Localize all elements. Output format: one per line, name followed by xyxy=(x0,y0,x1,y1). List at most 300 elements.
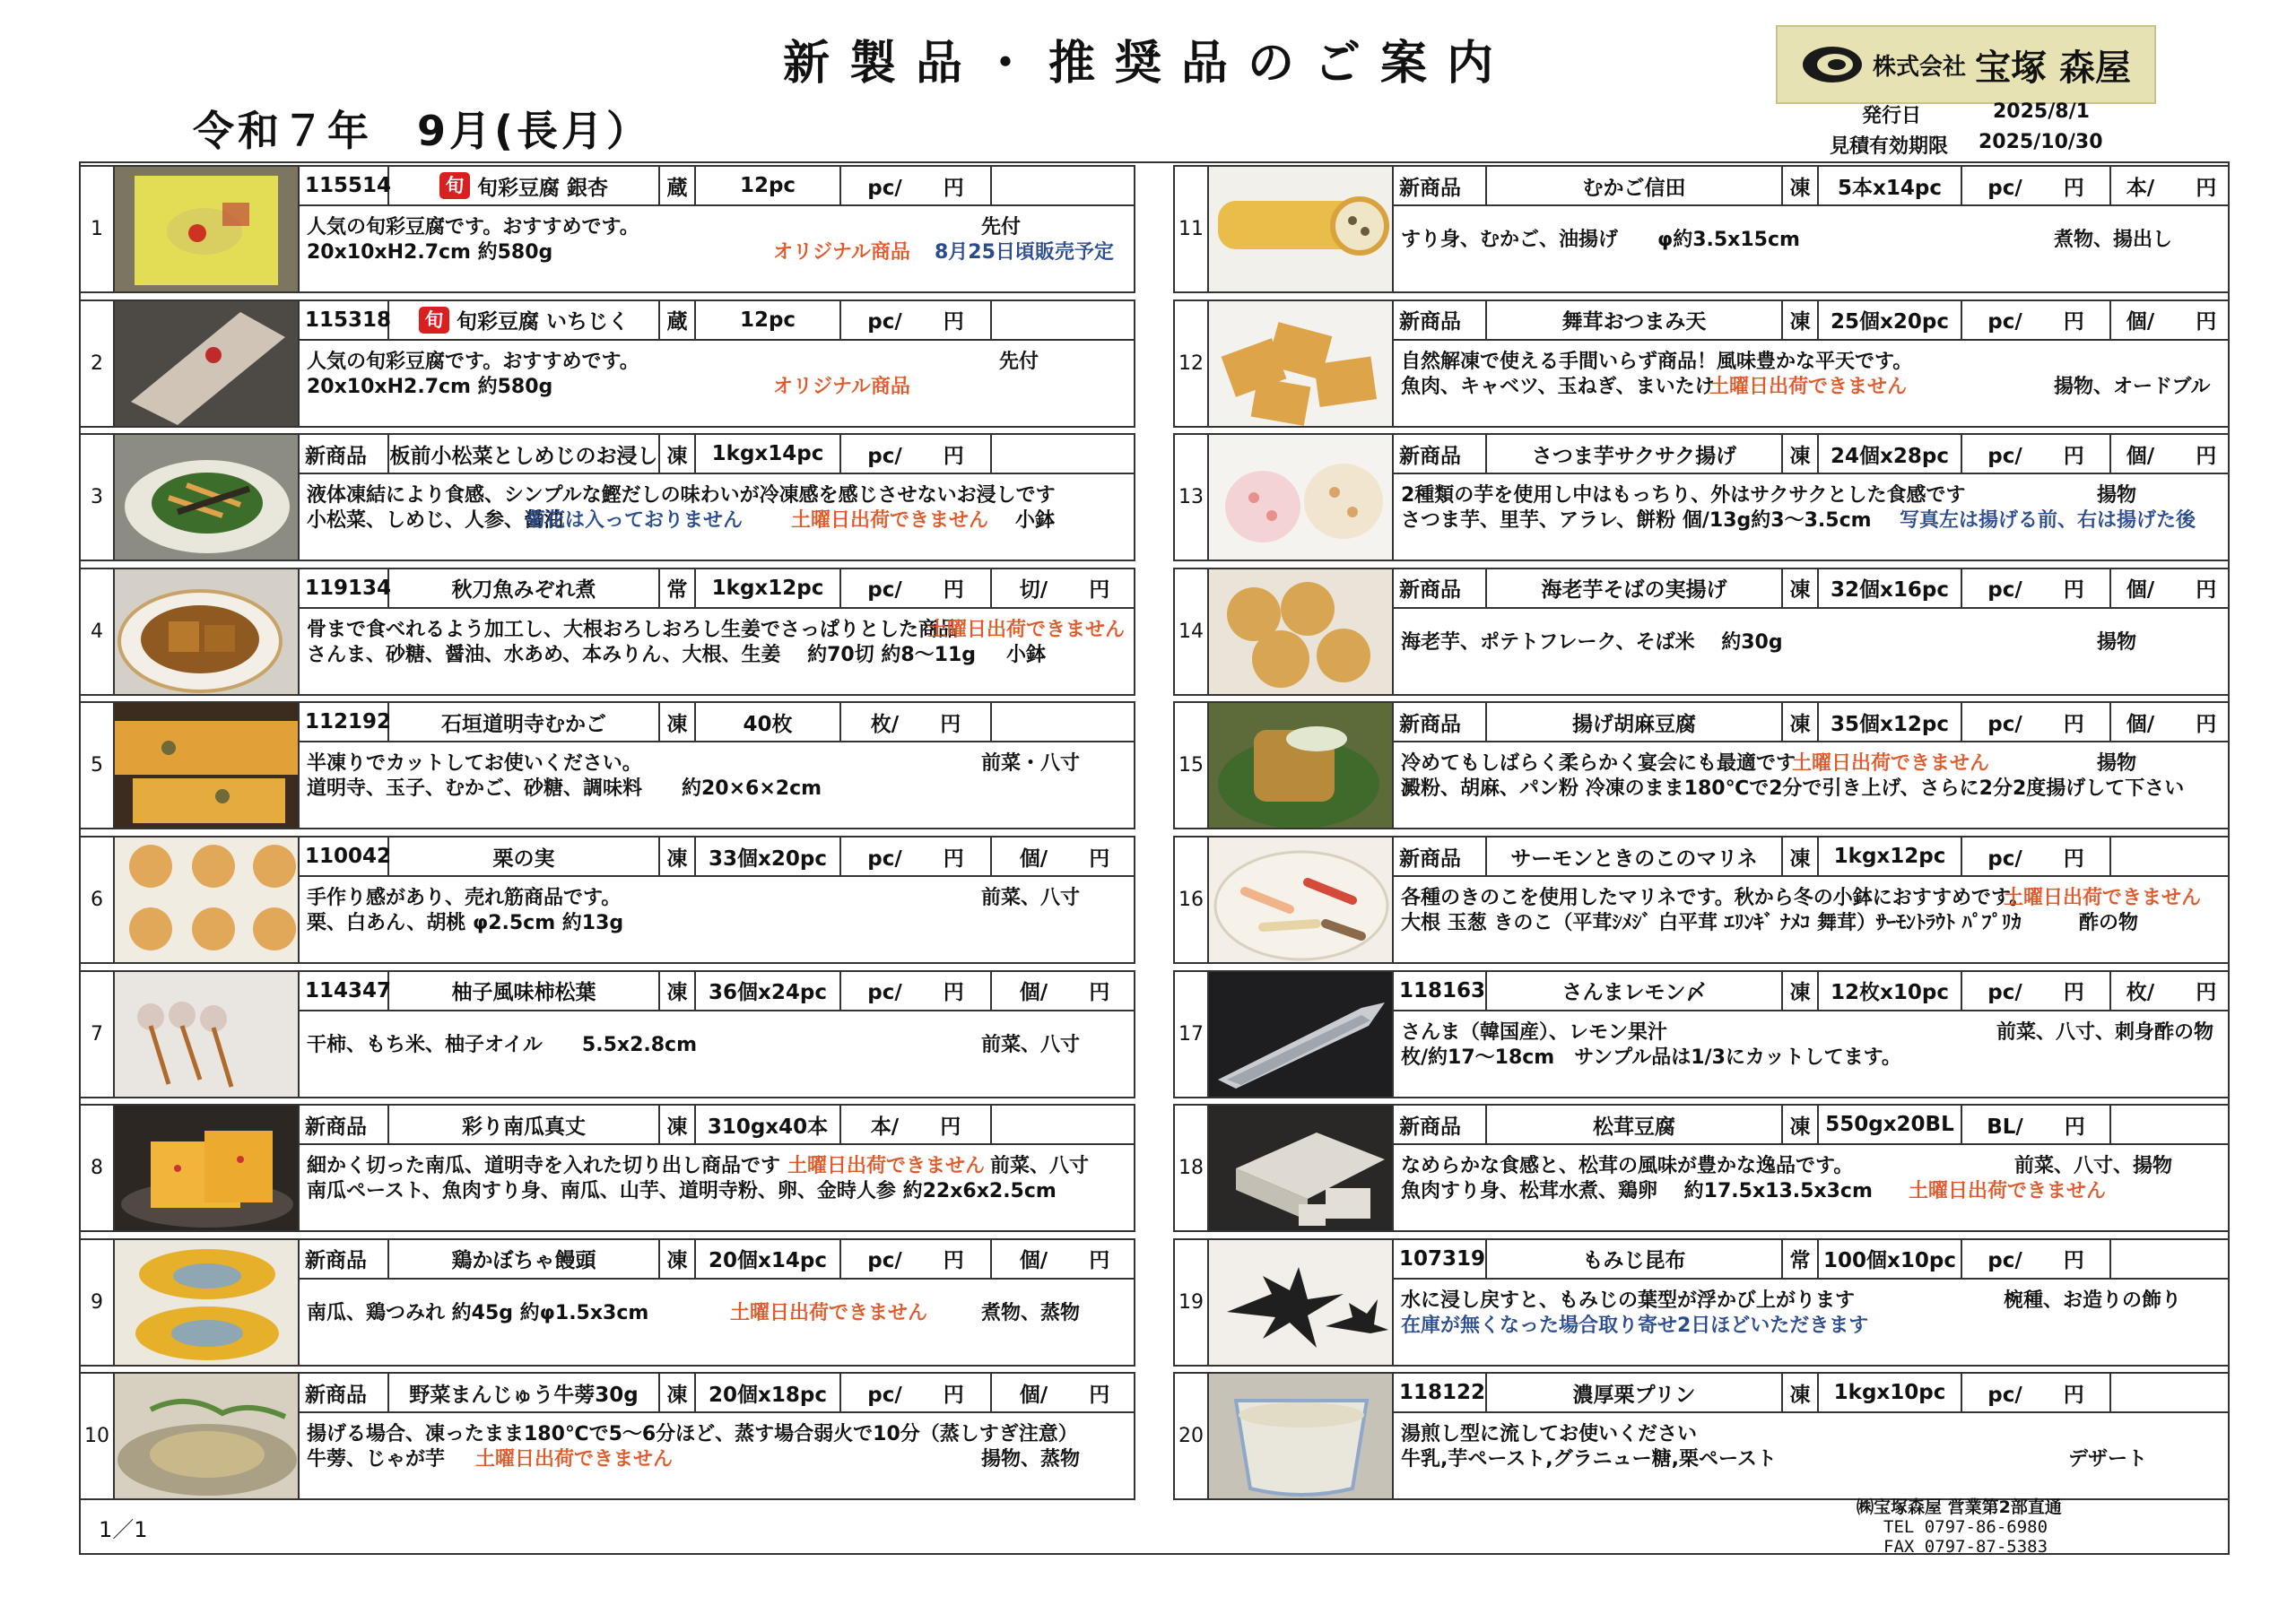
desc-text: 冷めてもしばらく柔らかく宴会にも最適です xyxy=(1401,752,1796,776)
item-code: 新商品 xyxy=(1394,703,1487,741)
company-name: 宝塚 森屋 xyxy=(1975,46,2131,89)
desc-text: 人気の旬彩豆腐です。おすすめです。 xyxy=(307,216,639,239)
item-code: 119134 xyxy=(300,569,389,607)
item-qty: 33個x20pc xyxy=(696,838,841,875)
product-row-2 xyxy=(79,299,1135,428)
item-number: 18 xyxy=(1175,1106,1209,1230)
desc-text: 牛乳,芋ペースト,グラニュー糖,栗ペースト xyxy=(1401,1448,1777,1471)
item-code: 新商品 xyxy=(300,1106,389,1143)
item-number: 14 xyxy=(1175,569,1209,694)
item-number: 17 xyxy=(1175,972,1209,1097)
item-description xyxy=(307,1150,1126,1201)
product-row-6 xyxy=(79,836,1135,964)
desc-text: 小松菜、しめじ、人参、醤油 xyxy=(307,509,564,533)
item-unit1: pc/ 円 xyxy=(1962,972,2111,1010)
item-unit1: pc/ 円 xyxy=(841,1240,992,1278)
item-description xyxy=(1401,1017,2221,1067)
desc-text: さんま、砂糖、醤油、水あめ、本みりん、大根、生姜 約70切 約8～11g xyxy=(307,643,977,666)
desc-text: 土曜日出荷できません xyxy=(1909,1180,2107,1203)
item-code: 112192 xyxy=(300,703,389,741)
item-name: 栗の実 xyxy=(389,838,660,875)
item-temp: 凍 xyxy=(660,435,696,473)
item-unit1: pc/ 円 xyxy=(1962,1240,2111,1278)
item-unit1: pc/ 円 xyxy=(1962,1374,2111,1411)
item-header xyxy=(1394,972,2228,1011)
desc-text: 土曜日出荷できません xyxy=(730,1301,928,1324)
item-unit2 xyxy=(992,167,1137,204)
item-name: 板前小松菜としめじのお浸し xyxy=(389,435,660,473)
item-qty: 32個x16pc xyxy=(1819,569,1962,607)
desc-text: 前菜、八寸、刺身酢の物 xyxy=(1996,1020,2214,1044)
item-header xyxy=(1394,1240,2228,1280)
desc-text: 先付 xyxy=(999,350,1039,373)
item-header xyxy=(1394,435,2228,474)
desc-text: 小鉢 xyxy=(1015,509,1056,533)
item-code: 新商品 xyxy=(300,1374,389,1411)
desc-text: 椀種、お造りの飾り xyxy=(2004,1289,2182,1312)
item-qty: 1kgx12pc xyxy=(1819,838,1962,875)
product-photo xyxy=(115,435,300,560)
product-row-10 xyxy=(79,1372,1135,1500)
item-header xyxy=(1394,167,2228,206)
desc-text: 栗、白あん、胡桃 φ2.5cm 約13g xyxy=(307,912,624,934)
desc-text: 揚物 xyxy=(2097,484,2137,508)
item-unit1: pc/ 円 xyxy=(841,167,992,204)
item-qty: 12枚x10pc xyxy=(1819,972,1962,1010)
product-row-12 xyxy=(1173,299,2230,428)
item-name: 旬 旬彩豆腐 銀杏 xyxy=(389,167,660,204)
desc-text: 土曜日出荷できません xyxy=(787,1155,986,1178)
item-unit2: 個/ 円 xyxy=(2126,578,2217,603)
product-photo xyxy=(1209,838,1394,962)
item-name: 舞茸おつまみ天 xyxy=(1487,301,1783,339)
product-photo xyxy=(1209,703,1394,828)
item-unit1: pc/ 円 xyxy=(841,972,992,1010)
item-code: 新商品 xyxy=(1394,569,1487,607)
product-photo xyxy=(115,569,300,694)
valid-label: 見積有効期限 xyxy=(1830,135,1949,158)
item-name: もみじ昆布 xyxy=(1487,1240,1783,1278)
item-qty: 100個x10pc xyxy=(1819,1240,1962,1278)
issue-label: 発行日 xyxy=(1862,105,1922,127)
item-unit2 xyxy=(992,703,1137,741)
footer-tel: TEL 0797-86-6980 xyxy=(1883,1517,2048,1537)
item-header xyxy=(300,703,1134,742)
item-description xyxy=(1401,748,2221,801)
item-qty: 20個x14pc xyxy=(696,1240,841,1278)
item-name: 石垣道明寺むかご xyxy=(389,703,660,741)
item-name: 松茸豆腐 xyxy=(1487,1106,1783,1143)
item-number: 6 xyxy=(81,838,115,962)
item-header xyxy=(300,1240,1134,1280)
desc-text: 魚肉すり身、松茸水煮、鶏卵 約17.5x13.5x3cm xyxy=(1401,1180,1873,1203)
item-header xyxy=(1394,1106,2228,1145)
item-unit2: 個/ 円 xyxy=(2126,712,2217,736)
item-number: 10 xyxy=(81,1374,115,1498)
item-header xyxy=(1394,301,2228,341)
page-title: 新製品・推奨品のご案内 xyxy=(782,37,1513,91)
shun-badge-icon: 旬 xyxy=(439,172,470,199)
shun-badge-icon: 旬 xyxy=(419,307,449,334)
item-temp: 凍 xyxy=(1783,167,1819,204)
item-description xyxy=(1401,1285,2221,1335)
page-number: 1／1 xyxy=(99,1517,148,1542)
item-temp: 凍 xyxy=(1783,972,1819,1010)
item-unit2: 個/ 円 xyxy=(2126,444,2217,468)
item-unit1: pc/ 円 xyxy=(1962,435,2111,473)
product-photo xyxy=(1209,435,1394,560)
item-qty: 40枚 xyxy=(696,703,841,741)
item-unit2 xyxy=(2111,838,2231,875)
item-name: さつま芋サクサク揚げ xyxy=(1487,435,1783,473)
item-number: 1 xyxy=(81,167,115,291)
product-photo xyxy=(115,1106,300,1230)
item-header xyxy=(300,301,1134,341)
item-name: さんまレモン〆 xyxy=(1487,972,1783,1010)
item-qty: 550gx20BL xyxy=(1819,1106,1962,1143)
item-code: 115318 xyxy=(300,301,389,339)
item-code: 115514 xyxy=(300,167,389,204)
product-row-1 xyxy=(79,165,1135,293)
item-header xyxy=(1394,1374,2228,1413)
desc-text: 前菜・八寸 xyxy=(981,752,1081,776)
product-photo xyxy=(115,838,300,962)
item-unit2 xyxy=(2111,1240,2231,1278)
item-unit2: 切/ 円 xyxy=(1019,578,1110,603)
item-qty: 35個x12pc xyxy=(1819,703,1962,741)
item-unit2: 本/ 円 xyxy=(2126,176,2217,200)
contact-footer xyxy=(1857,1497,2062,1557)
item-temp: 凍 xyxy=(660,1374,696,1411)
item-name: 野菜まんじゅう牛蒡30g xyxy=(389,1374,660,1411)
item-unit1: pc/ 円 xyxy=(1962,569,2111,607)
item-description xyxy=(1401,480,2221,533)
product-photo xyxy=(1209,1106,1394,1230)
item-qty: 1kgx14pc xyxy=(696,435,841,473)
valid-date: 2025/10/30 xyxy=(1979,131,2103,153)
item-description xyxy=(1401,1150,2221,1201)
item-description xyxy=(1401,614,2221,652)
item-description xyxy=(1401,212,2221,249)
item-description xyxy=(1401,882,2221,933)
item-unit2: 個/ 円 xyxy=(1019,1249,1110,1273)
desc-text: 各種のきのこを使用したマリネです。秋から冬の小鉢におすすめです。 xyxy=(1401,887,2030,909)
desc-text: 手作り感があり、売れ筋商品です。 xyxy=(307,887,622,909)
company-type: 株式会社 xyxy=(1873,53,1967,81)
item-unit2: 枚/ 円 xyxy=(2126,981,2217,1005)
item-header xyxy=(300,569,1134,609)
product-row-18 xyxy=(1173,1104,2230,1232)
product-photo xyxy=(115,1240,300,1365)
item-number: 4 xyxy=(81,569,115,694)
item-temp: 凍 xyxy=(660,838,696,875)
item-name: 濃厚栗プリン xyxy=(1487,1374,1783,1411)
product-photo xyxy=(1209,1240,1394,1365)
item-header xyxy=(1394,838,2228,877)
product-photo xyxy=(115,301,300,426)
product-row-16 xyxy=(1173,836,2230,964)
item-number: 16 xyxy=(1175,838,1209,962)
desc-text: 小鉢 xyxy=(1006,643,1047,666)
desc-text: 大根 玉葱 きのこ（平茸ｼﾒｼﾞ 白平茸 ｴﾘﾝｷﾞ ﾅﾒｺ 舞茸）ｻｰﾓﾝﾄﾗｳﾄ ﾊﾟﾌﾟﾘｶ xyxy=(1401,912,2022,934)
item-name: 海老芋そばの実揚げ xyxy=(1487,569,1783,607)
item-code: 118163 xyxy=(1394,972,1487,1010)
company-logo xyxy=(1776,25,2156,104)
item-unit2 xyxy=(2111,1106,2231,1143)
product-row-15 xyxy=(1173,701,2230,829)
item-temp: 凍 xyxy=(660,703,696,741)
desc-text: 自然解凍で使える手間いらず商品！風味豊かな平天です。 xyxy=(1401,350,1913,373)
desc-text: 揚物 xyxy=(2097,630,2137,654)
desc-text: デザート xyxy=(2068,1448,2148,1471)
product-row-17 xyxy=(1173,970,2230,1098)
product-photo xyxy=(115,703,300,828)
item-temp: 凍 xyxy=(1783,301,1819,339)
desc-text: 揚物、蒸物 xyxy=(981,1448,1081,1471)
desc-text: 菊花は入っておりません xyxy=(526,509,744,533)
item-unit1: pc/ 円 xyxy=(1962,838,2111,875)
item-number: 12 xyxy=(1175,301,1209,426)
item-unit2: 個/ 円 xyxy=(1019,846,1110,871)
footer-dept: ㈱宝塚森屋 営業第2部直通 xyxy=(1857,1497,2062,1517)
item-unit2 xyxy=(992,1106,1137,1143)
item-code: 114347 xyxy=(300,972,389,1010)
item-description xyxy=(307,480,1126,533)
product-row-20 xyxy=(1173,1372,2230,1500)
item-unit1: pc/ 円 xyxy=(841,569,992,607)
desc-text: 水に浸し戻すと、もみじの葉型が浮かび上がります xyxy=(1401,1289,1856,1312)
item-number: 15 xyxy=(1175,703,1209,828)
desc-text: 澱粉、胡麻、パン粉 冷凍のまま180℃で2分で引き上げ、さらに2分2度揚げして下さい xyxy=(1401,777,2185,801)
item-code: 118122 xyxy=(1394,1374,1487,1411)
item-name: 鶏かぼちゃ饅頭 xyxy=(389,1240,660,1278)
desc-text: 牛蒡、じゃが芋 xyxy=(307,1448,446,1471)
desc-text: 8月25日頃販売予定 xyxy=(935,241,1114,264)
item-description xyxy=(307,1285,1126,1323)
item-code: 新商品 xyxy=(300,435,389,473)
item-name: 柚子風味柿松葉 xyxy=(389,972,660,1010)
item-number: 8 xyxy=(81,1106,115,1230)
product-photo xyxy=(1209,972,1394,1097)
product-row-14 xyxy=(1173,568,2230,696)
product-row-9 xyxy=(79,1238,1135,1367)
item-name: 旬 旬彩豆腐 いちじく xyxy=(389,301,660,339)
item-header xyxy=(300,167,1134,206)
item-qty: 25個x20pc xyxy=(1819,301,1962,339)
desc-text: 写真左は揚げる前、右は揚げた後 xyxy=(1900,509,2196,533)
desc-text: なめらかな食感と、松茸の風味が豊かな逸品です。 xyxy=(1401,1155,1854,1178)
item-description xyxy=(1401,1419,2221,1469)
item-number: 5 xyxy=(81,703,115,828)
product-row-19 xyxy=(1173,1238,2230,1367)
desc-text: 酢の物 xyxy=(2079,912,2139,934)
item-code: 新商品 xyxy=(1394,1106,1487,1143)
desc-text: 20x10xH2.7cm 約580g xyxy=(307,375,553,398)
issue-date: 2025/8/1 xyxy=(1993,100,2090,123)
item-header xyxy=(300,1374,1134,1413)
desc-text: 海老芋、ポテトフレーク、そば米 約30g xyxy=(1401,630,1783,654)
item-temp: 凍 xyxy=(1783,1106,1819,1143)
item-header xyxy=(300,838,1134,877)
desc-text: 前菜、八寸 xyxy=(990,1155,1090,1178)
desc-text: 液体凍結により食感、シンプルな鰹だしの味わいが冷凍感を感じさせないお浸しです xyxy=(307,484,1056,508)
item-temp: 凍 xyxy=(660,1106,696,1143)
desc-text: 前菜、八寸 xyxy=(981,1033,1081,1056)
item-code: 107319 xyxy=(1394,1240,1487,1278)
desc-text: さんま（韓国産）、レモン果汁 xyxy=(1401,1020,1668,1044)
desc-text: 人気の旬彩豆腐です。おすすめです。 xyxy=(307,350,639,373)
desc-text: 前菜、八寸、揚物 xyxy=(2014,1155,2173,1178)
desc-text: 土曜日出荷できません xyxy=(1709,375,1908,398)
desc-text: 揚物、オードブル xyxy=(2054,375,2211,398)
desc-text: 魚肉、キャベツ、玉ねぎ、まいたけ xyxy=(1401,375,1715,398)
item-unit2: 個/ 円 xyxy=(1019,981,1110,1005)
product-photo xyxy=(115,167,300,291)
item-unit1: 本/ 円 xyxy=(841,1106,992,1143)
desc-text: オリジナル商品 xyxy=(773,375,910,398)
desc-text: 南瓜、鶏つみれ 約45g 約φ1.5x3cm xyxy=(307,1301,649,1324)
desc-text: 前菜、八寸 xyxy=(981,887,1081,909)
desc-text: 煮物、揚出し xyxy=(2054,229,2173,251)
desc-text: 土曜日出荷できません xyxy=(475,1448,674,1471)
desc-text: 細かく切った南瓜、道明寺を入れた切り出し商品です xyxy=(307,1155,781,1178)
product-photo xyxy=(1209,569,1394,694)
item-unit2: 個/ 円 xyxy=(2126,310,2217,334)
item-description xyxy=(307,614,1126,664)
item-number: 7 xyxy=(81,972,115,1097)
item-number: 13 xyxy=(1175,435,1209,560)
item-unit1: pc/ 円 xyxy=(841,435,992,473)
desc-text: 揚げる場合、凍ったまま180℃で5～6分ほど、蒸す場合弱火で10分（蒸しすぎ注意） xyxy=(307,1423,1078,1446)
item-unit1: pc/ 円 xyxy=(841,1374,992,1411)
item-unit2 xyxy=(992,435,1137,473)
desc-text: 半凍りでカットしてお使いください。 xyxy=(307,752,642,776)
item-description xyxy=(307,346,1126,396)
item-qty: 12pc xyxy=(696,167,841,204)
item-temp: 蔵 xyxy=(660,167,696,204)
item-name: 揚げ胡麻豆腐 xyxy=(1487,703,1783,741)
item-description xyxy=(307,882,1126,933)
item-temp: 凍 xyxy=(660,972,696,1010)
item-unit1: pc/ 円 xyxy=(841,301,992,339)
desc-text: 土曜日出荷できません xyxy=(927,618,1126,641)
item-temp: 凍 xyxy=(1783,1374,1819,1411)
item-unit1: pc/ 円 xyxy=(841,838,992,875)
item-temp: 凍 xyxy=(660,1240,696,1278)
desc-text: 煮物、蒸物 xyxy=(981,1301,1081,1324)
item-unit1: pc/ 円 xyxy=(1962,167,2111,204)
desc-text: すり身、むかご、油揚げ φ約3.5x15cm xyxy=(1401,229,1800,251)
product-photo xyxy=(1209,167,1394,291)
desc-text: オリジナル商品 xyxy=(773,241,910,264)
desc-text: 先付 xyxy=(981,216,1022,239)
product-row-8 xyxy=(79,1104,1135,1232)
desc-text: 土曜日出荷できません xyxy=(791,509,989,533)
item-unit1: pc/ 円 xyxy=(1962,301,2111,339)
item-temp: 蔵 xyxy=(660,301,696,339)
product-row-3 xyxy=(79,433,1135,561)
item-number: 2 xyxy=(81,301,115,426)
desc-text: 湯煎し型に流してお使いください xyxy=(1401,1423,1698,1446)
item-temp: 常 xyxy=(1783,1240,1819,1278)
item-unit2 xyxy=(992,301,1137,339)
era-month: 令和７年 9月(長月） xyxy=(193,107,652,155)
product-photo xyxy=(115,1374,300,1498)
item-description xyxy=(307,748,1126,801)
item-description xyxy=(1401,346,2221,396)
item-code: 新商品 xyxy=(1394,435,1487,473)
desc-text: 道明寺、玉子、むかご、砂糖、調味料 約20×6×2cm xyxy=(307,777,822,801)
item-header xyxy=(1394,703,2228,742)
desc-text: 揚物 xyxy=(2097,752,2137,776)
item-code: 新商品 xyxy=(1394,167,1487,204)
item-code: 110042 xyxy=(300,838,389,875)
item-number: 20 xyxy=(1175,1374,1209,1498)
item-name: サーモンときのこのマリネ xyxy=(1487,838,1783,875)
item-header xyxy=(1394,569,2228,609)
product-photo xyxy=(1209,1374,1394,1498)
product-photo xyxy=(1209,301,1394,426)
item-code: 新商品 xyxy=(300,1240,389,1278)
item-number: 3 xyxy=(81,435,115,560)
desc-text: 土曜日出荷できません xyxy=(2004,887,2202,909)
item-name: 彩り南瓜真丈 xyxy=(389,1106,660,1143)
desc-text: さつま芋、里芋、アラレ、餅粉 個/13g約3～3.5cm xyxy=(1401,509,1872,533)
product-row-7 xyxy=(79,970,1135,1098)
product-row-4 xyxy=(79,568,1135,696)
item-temp: 凍 xyxy=(1783,703,1819,741)
item-qty: 24個x28pc xyxy=(1819,435,1962,473)
item-qty: 36個x24pc xyxy=(696,972,841,1010)
item-unit1: 枚/ 円 xyxy=(841,703,992,741)
item-qty: 1kgx12pc xyxy=(696,569,841,607)
desc-text: 土曜日出荷できません xyxy=(1792,752,1990,776)
footer-fax: FAX 0797-87-5383 xyxy=(1883,1537,2048,1557)
item-number: 11 xyxy=(1175,167,1209,291)
item-description xyxy=(307,1419,1126,1469)
item-unit1: pc/ 円 xyxy=(1962,703,2111,741)
item-name: 秋刀魚みぞれ煮 xyxy=(389,569,660,607)
swirl-logo-icon xyxy=(1801,44,1864,85)
item-code: 新商品 xyxy=(1394,838,1487,875)
item-description xyxy=(307,1017,1126,1055)
desc-text: 2種類の芋を使用し中はもっちり、外はサクサクとした食感です xyxy=(1401,484,1966,508)
item-unit2 xyxy=(2111,1374,2231,1411)
item-description xyxy=(307,212,1126,262)
product-row-13 xyxy=(1173,433,2230,561)
item-temp: 凍 xyxy=(1783,435,1819,473)
item-name: むかご信田 xyxy=(1487,167,1783,204)
item-header xyxy=(300,435,1134,474)
item-temp: 常 xyxy=(660,569,696,607)
product-row-5 xyxy=(79,701,1135,829)
item-unit2: 個/ 円 xyxy=(1019,1383,1110,1407)
desc-text: 骨まで食べれるよう加工し、大根おろしおろし生姜でさっぱりとした商品 xyxy=(307,618,959,641)
item-temp: 凍 xyxy=(1783,838,1819,875)
desc-text: 20x10xH2.7cm 約580g xyxy=(307,241,553,264)
item-code: 新商品 xyxy=(1394,301,1487,339)
item-qty: 12pc xyxy=(696,301,841,339)
desc-text: 在庫が無くなった場合取り寄せ2日ほどいただきます xyxy=(1401,1314,1869,1337)
desc-text: 枚/約17～18cm サンプル品は1/3にカットしてます。 xyxy=(1401,1046,1901,1069)
product-row-11 xyxy=(1173,165,2230,293)
desc-text: 南瓜ペースト、魚肉すり身、南瓜、山芋、道明寺粉、卵、金時人参 約22x6x2.5cm xyxy=(307,1180,1057,1203)
item-temp: 凍 xyxy=(1783,569,1819,607)
item-qty: 5本x14pc xyxy=(1819,167,1962,204)
item-qty: 20個x18pc xyxy=(696,1374,841,1411)
item-number: 19 xyxy=(1175,1240,1209,1365)
product-photo xyxy=(115,972,300,1097)
